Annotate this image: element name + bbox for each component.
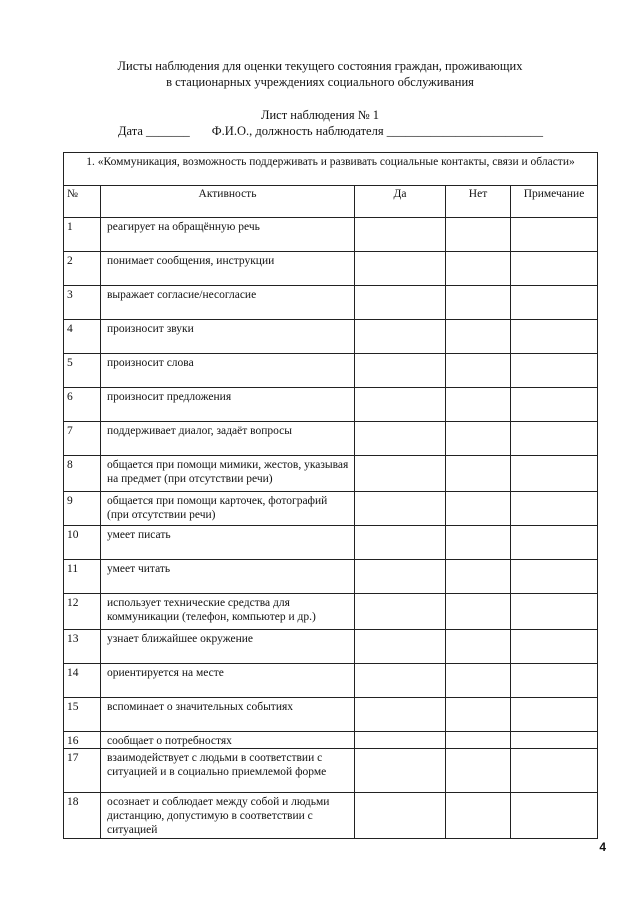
- activity-cell: произносит слова: [101, 354, 355, 388]
- no-cell[interactable]: [446, 732, 511, 749]
- table-row: [64, 354, 598, 388]
- yes-cell[interactable]: [355, 526, 446, 560]
- no-cell[interactable]: [446, 698, 511, 732]
- yes-cell[interactable]: [355, 560, 446, 594]
- row-number: 12: [64, 594, 101, 630]
- table-row: [64, 286, 598, 320]
- activity-cell: реагирует на обращённую речь: [101, 218, 355, 252]
- observer-label: Ф.И.О., должность наблюдателя _________________________: [211, 124, 543, 138]
- table-row: [64, 698, 598, 732]
- sheet-label: Лист наблюдения № 1: [261, 108, 379, 122]
- row-number: 16: [64, 732, 101, 749]
- activity-cell: умеет писать: [101, 526, 355, 560]
- yes-cell[interactable]: [355, 594, 446, 630]
- row-number: 7: [64, 422, 101, 456]
- document-title-line-1: Листы наблюдения для оценки текущего состояния граждан, проживающих: [117, 59, 523, 73]
- table-row: [64, 560, 598, 594]
- note-cell[interactable]: [511, 749, 598, 793]
- no-cell[interactable]: [446, 286, 511, 320]
- yes-cell[interactable]: [355, 320, 446, 354]
- activity-cell: произносит предложения: [101, 388, 355, 422]
- yes-cell[interactable]: [355, 422, 446, 456]
- row-number: 8: [64, 456, 101, 492]
- table-row: [64, 594, 598, 630]
- note-cell[interactable]: [511, 388, 598, 422]
- row-number: 13: [64, 630, 101, 664]
- yes-cell[interactable]: [355, 793, 446, 839]
- no-cell[interactable]: [446, 630, 511, 664]
- note-cell[interactable]: [511, 732, 598, 749]
- note-cell[interactable]: [511, 594, 598, 630]
- table-row: [64, 630, 598, 664]
- yes-cell[interactable]: [355, 388, 446, 422]
- meta-row: [118, 124, 543, 139]
- activity-cell: общается при помощи мимики, жестов, указывая на предмет (при отсутствии речи): [101, 456, 355, 492]
- date-label: Дата _______: [118, 124, 190, 138]
- note-cell[interactable]: [511, 218, 598, 252]
- note-cell[interactable]: [511, 320, 598, 354]
- row-number: 18: [64, 793, 101, 839]
- no-cell[interactable]: [446, 218, 511, 252]
- activity-cell: сообщает о потребностях: [101, 732, 355, 749]
- observation-table: [63, 152, 598, 839]
- column-header-yes: Да: [355, 186, 446, 218]
- activity-cell: умеет читать: [101, 560, 355, 594]
- table-row: [64, 492, 598, 526]
- note-cell[interactable]: [511, 793, 598, 839]
- column-header-number: №: [64, 186, 101, 218]
- activity-cell: поддерживает диалог, задаёт вопросы: [101, 422, 355, 456]
- activity-cell: понимает сообщения, инструкции: [101, 252, 355, 286]
- row-number: 5: [64, 354, 101, 388]
- no-cell[interactable]: [446, 560, 511, 594]
- no-cell[interactable]: [446, 456, 511, 492]
- activity-cell: общается при помощи карточек, фотографий (при отсутствии речи): [101, 492, 355, 526]
- page-number: 4: [599, 840, 606, 854]
- yes-cell[interactable]: [355, 749, 446, 793]
- no-cell[interactable]: [446, 388, 511, 422]
- activity-cell: узнает ближайшее окружение: [101, 630, 355, 664]
- row-number: 6: [64, 388, 101, 422]
- note-cell[interactable]: [511, 526, 598, 560]
- note-cell[interactable]: [511, 630, 598, 664]
- no-cell[interactable]: [446, 354, 511, 388]
- activity-cell: взаимодействует с людьми в соответствии с ситуацией и в социально приемлемой форме: [101, 749, 355, 793]
- yes-cell[interactable]: [355, 218, 446, 252]
- note-cell[interactable]: [511, 560, 598, 594]
- yes-cell[interactable]: [355, 732, 446, 749]
- yes-cell[interactable]: [355, 492, 446, 526]
- no-cell[interactable]: [446, 492, 511, 526]
- row-number: 3: [64, 286, 101, 320]
- no-cell[interactable]: [446, 793, 511, 839]
- row-number: 2: [64, 252, 101, 286]
- yes-cell[interactable]: [355, 456, 446, 492]
- yes-cell[interactable]: [355, 286, 446, 320]
- table-row: [64, 218, 598, 252]
- activity-cell: осознает и соблюдает между собой и людьми дистанцию, допустимую в соответствии с ситуацией: [101, 793, 355, 839]
- row-number: 10: [64, 526, 101, 560]
- yes-cell[interactable]: [355, 698, 446, 732]
- yes-cell[interactable]: [355, 664, 446, 698]
- table-row: [64, 793, 598, 839]
- row-number: 15: [64, 698, 101, 732]
- no-cell[interactable]: [446, 749, 511, 793]
- yes-cell[interactable]: [355, 252, 446, 286]
- activity-cell: ориентируется на месте: [101, 664, 355, 698]
- table-row: [64, 749, 598, 793]
- no-cell[interactable]: [446, 320, 511, 354]
- note-cell[interactable]: [511, 252, 598, 286]
- yes-cell[interactable]: [355, 354, 446, 388]
- note-cell[interactable]: [511, 664, 598, 698]
- activity-cell: вспоминает о значительных событиях: [101, 698, 355, 732]
- table-row: [64, 320, 598, 354]
- row-number: 17: [64, 749, 101, 793]
- table-row: [64, 252, 598, 286]
- table-row: [64, 732, 598, 749]
- row-number: 4: [64, 320, 101, 354]
- column-header-activity: Активность: [101, 186, 355, 218]
- table-row: [64, 526, 598, 560]
- note-cell[interactable]: [511, 286, 598, 320]
- activity-cell: произносит звуки: [101, 320, 355, 354]
- table-row: [64, 422, 598, 456]
- row-number: 9: [64, 492, 101, 526]
- column-header-note: Примечание: [511, 186, 598, 218]
- note-cell[interactable]: [511, 422, 598, 456]
- column-header-no: Нет: [446, 186, 511, 218]
- note-cell[interactable]: [511, 354, 598, 388]
- note-cell[interactable]: [511, 492, 598, 526]
- document-title-line-2: в стационарных учреждениях социального обслуживания: [166, 75, 474, 89]
- note-cell[interactable]: [511, 698, 598, 732]
- no-cell[interactable]: [446, 422, 511, 456]
- header-row: [64, 186, 598, 218]
- activity-cell: выражает согласие/несогласие: [101, 286, 355, 320]
- note-cell[interactable]: [511, 456, 598, 492]
- no-cell[interactable]: [446, 526, 511, 560]
- table-row: [64, 388, 598, 422]
- no-cell[interactable]: [446, 252, 511, 286]
- no-cell[interactable]: [446, 594, 511, 630]
- section-row: [64, 153, 598, 186]
- row-number: 1: [64, 218, 101, 252]
- row-number: 11: [64, 560, 101, 594]
- activity-cell: использует технические средства для коммуникации (телефон, компьютер и др.): [101, 594, 355, 630]
- yes-cell[interactable]: [355, 630, 446, 664]
- table-row: [64, 664, 598, 698]
- no-cell[interactable]: [446, 664, 511, 698]
- row-number: 14: [64, 664, 101, 698]
- section-title: 1. «Коммуникация, возможность поддерживать и развивать социальные контакты, связи и области»: [64, 153, 598, 186]
- table-row: [64, 456, 598, 492]
